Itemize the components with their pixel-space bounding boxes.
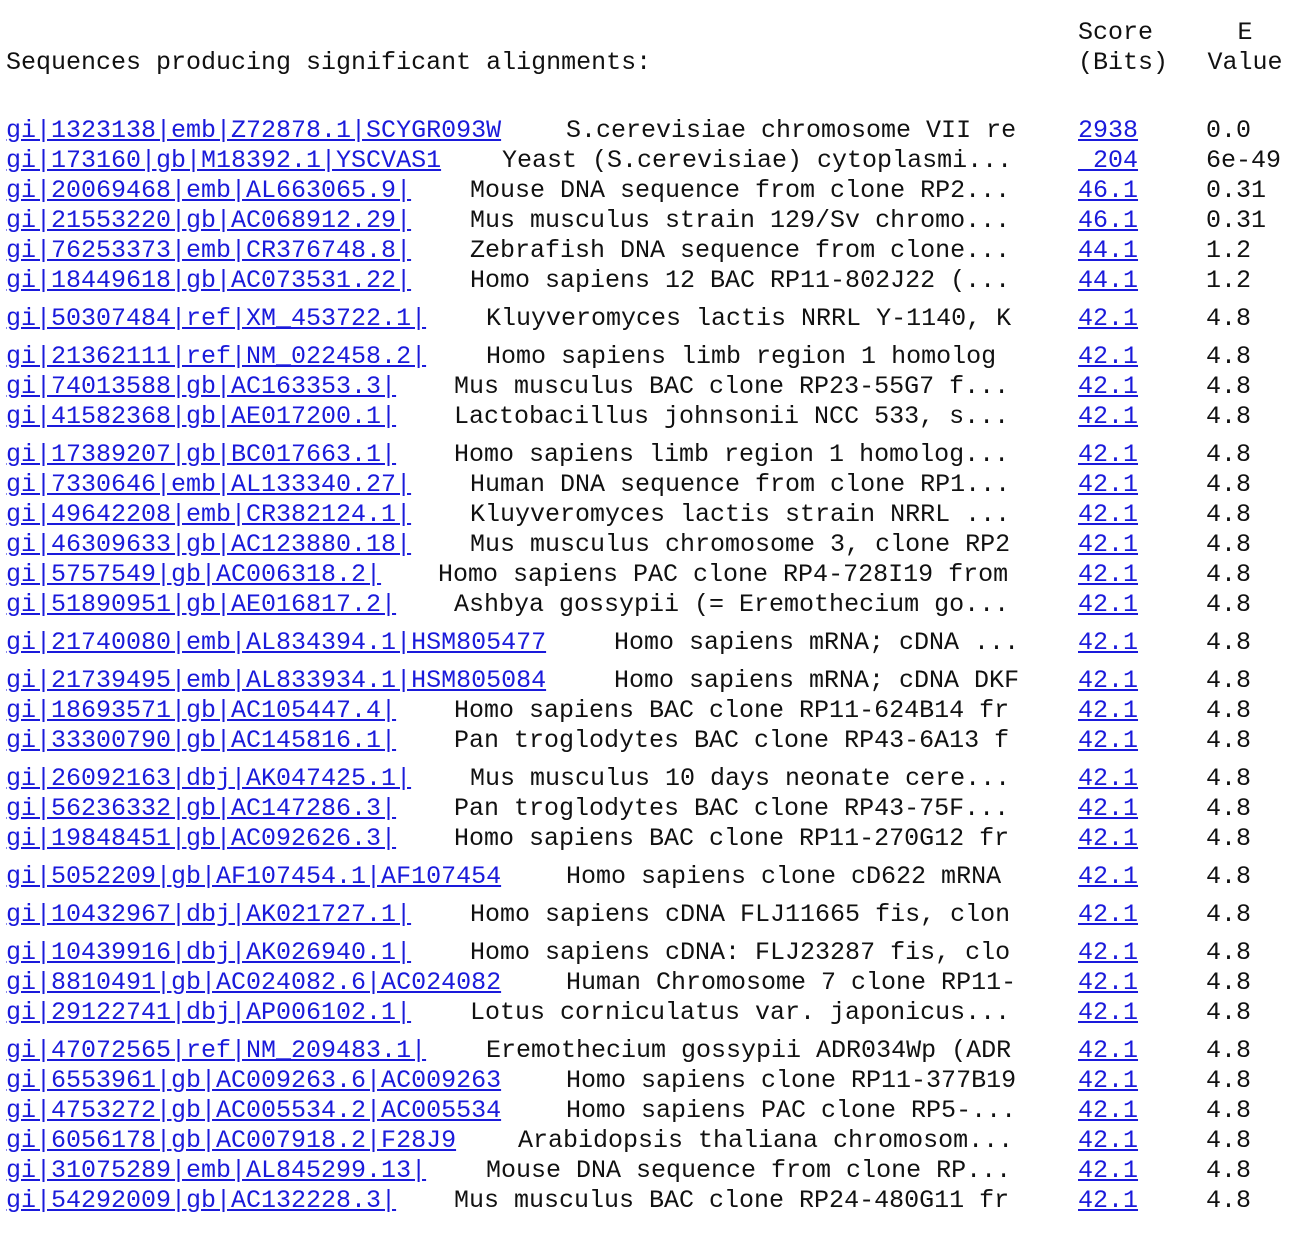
hit-evalue: 4.8	[1206, 824, 1252, 853]
hit-row	[0, 628, 1294, 658]
hit-evalue: 4.8	[1206, 696, 1252, 725]
hit-score-link[interactable]: 42.1	[1078, 530, 1139, 559]
hit-row	[0, 530, 1294, 560]
hit-evalue: 4.8	[1206, 1066, 1252, 1095]
hit-evalue: 4.8	[1206, 1156, 1252, 1185]
hit-description: Arabidopsis thaliana chromosom...	[518, 1126, 1014, 1155]
hit-description: Human DNA sequence from clone RP1...	[470, 470, 1011, 499]
hit-score-link[interactable]: 42.1	[1078, 440, 1139, 469]
hit-row	[0, 206, 1294, 236]
hit-row	[0, 372, 1294, 402]
hit-accession-link[interactable]: gi|51890951|gb|AE016817.2|	[6, 590, 397, 619]
hit-row	[0, 440, 1294, 470]
hit-row	[0, 266, 1294, 296]
hit-row	[0, 1156, 1294, 1186]
hit-description: Zebrafish DNA sequence from clone...	[470, 236, 1011, 265]
evalue-column-header	[1206, 18, 1284, 78]
hit-row	[0, 470, 1294, 500]
results-heading: Sequences producing significant alignments:	[6, 48, 652, 77]
hit-row	[0, 862, 1294, 892]
hit-description: Mus musculus chromosome 3, clone RP2	[470, 530, 1011, 559]
hit-accession-link[interactable]: gi|5052209|gb|AF107454.1|AF107454	[6, 862, 502, 891]
hit-evalue: 4.8	[1206, 628, 1252, 657]
hit-evalue: 4.8	[1206, 794, 1252, 823]
hit-description: Pan troglodytes BAC clone RP43-75F...	[454, 794, 1010, 823]
evalue-header-line2: Value	[1207, 48, 1283, 77]
hit-accession-link[interactable]: gi|10432967|dbj|AK021727.1|	[6, 900, 412, 929]
hit-score-link[interactable]: 42.1	[1078, 794, 1139, 823]
hit-accession-link[interactable]: gi|29122741|dbj|AP006102.1|	[6, 998, 412, 1027]
hit-description: Homo sapiens PAC clone RP5-...	[566, 1096, 1017, 1125]
hit-row	[0, 236, 1294, 266]
hit-evalue: 4.8	[1206, 998, 1252, 1027]
hit-evalue: 1.2	[1206, 236, 1252, 265]
hit-row	[0, 342, 1294, 372]
hit-evalue: 4.8	[1206, 1186, 1252, 1215]
hit-accession-link[interactable]: gi|6553961|gb|AC009263.6|AC009263	[6, 1066, 502, 1095]
hit-description: Homo sapiens cDNA: FLJ23287 fis, clo	[470, 938, 1011, 967]
hit-row	[0, 590, 1294, 620]
hit-score-link[interactable]: 42.1	[1078, 764, 1139, 793]
hit-accession-link[interactable]: gi|47072565|ref|NM_209483.1|	[6, 1036, 427, 1065]
hit-score-link[interactable]: 42.1	[1078, 628, 1139, 657]
hit-score-link[interactable]: 42.1	[1078, 938, 1139, 967]
hit-evalue: 4.8	[1206, 372, 1252, 401]
hit-score-link[interactable]: 42.1	[1078, 1036, 1139, 1065]
hit-evalue: 4.8	[1206, 900, 1252, 929]
hit-accession-link[interactable]: gi|7330646|emb|AL133340.27|	[6, 470, 412, 499]
hit-description: Homo sapiens clone cD622 mRNA	[566, 862, 1002, 891]
hit-score-link[interactable]: 42.1	[1078, 666, 1139, 695]
hit-accession-link[interactable]: gi|8810491|gb|AC024082.6|AC024082	[6, 968, 502, 997]
hit-score-link[interactable]: 42.1	[1078, 560, 1139, 589]
hit-score-link[interactable]: 42.1	[1078, 1156, 1139, 1185]
hit-evalue: 4.8	[1206, 862, 1252, 891]
hit-score-link[interactable]: 42.1	[1078, 1096, 1139, 1125]
hit-accession-link[interactable]: gi|21553220|gb|AC068912.29|	[6, 206, 412, 235]
hit-description: Homo sapiens BAC clone RP11-624B14 fr	[454, 696, 1010, 725]
hit-row	[0, 1126, 1294, 1156]
hit-score-link[interactable]: 2938	[1078, 116, 1139, 145]
hit-row	[0, 968, 1294, 998]
hit-accession-link[interactable]: gi|4753272|gb|AC005534.2|AC005534	[6, 1096, 502, 1125]
hit-evalue: 4.8	[1206, 938, 1252, 967]
hit-accession-link[interactable]: gi|5757549|gb|AC006318.2|	[6, 560, 382, 589]
hit-score-link[interactable]: 42.1	[1078, 900, 1139, 929]
hit-accession-link[interactable]: gi|21362111|ref|NM_022458.2|	[6, 342, 427, 371]
hit-description: Mus musculus strain 129/Sv chromo...	[470, 206, 1011, 235]
hit-accession-link[interactable]: gi|41582368|gb|AE017200.1|	[6, 402, 397, 431]
hit-description: Kluyveromyces lactis NRRL Y-1140, K	[486, 304, 1012, 333]
hit-description: Lotus corniculatus var. japonicus...	[470, 998, 1011, 1027]
hit-row	[0, 824, 1294, 854]
hit-description: Human Chromosome 7 clone RP11-	[566, 968, 1017, 997]
hit-accession-link[interactable]: gi|18693571|gb|AC105447.4|	[6, 696, 397, 725]
hit-accession-link[interactable]: gi|6056178|gb|AC007918.2|F28J9	[6, 1126, 457, 1155]
hit-accession-link[interactable]: gi|173160|gb|M18392.1|YSCVAS1	[6, 146, 442, 175]
hit-row	[0, 402, 1294, 432]
hit-evalue: 4.8	[1206, 1096, 1252, 1125]
hit-description: Eremothecium gossypii ADR034Wp (ADR	[486, 1036, 1012, 1065]
hit-row	[0, 560, 1294, 590]
hit-description: Mus musculus 10 days neonate cere...	[470, 764, 1011, 793]
hit-row	[0, 726, 1294, 756]
hit-description: Lactobacillus johnsonii NCC 533, s...	[454, 402, 1010, 431]
hit-row	[0, 500, 1294, 530]
hit-score-link[interactable]: 42.1	[1078, 304, 1139, 333]
hit-description: Homo sapiens clone RP11-377B19	[566, 1066, 1017, 1095]
hit-description: Mouse DNA sequence from clone RP2...	[470, 176, 1011, 205]
hit-evalue: 4.8	[1206, 304, 1252, 333]
hit-evalue: 4.8	[1206, 402, 1252, 431]
hit-evalue: 4.8	[1206, 764, 1252, 793]
hit-score-link[interactable]: 44.1	[1078, 236, 1139, 265]
hit-score-link[interactable]: 42.1	[1078, 968, 1139, 997]
hit-accession-link[interactable]: gi|21740080|emb|AL834394.1|HSM805477	[6, 628, 547, 657]
hit-row	[0, 1096, 1294, 1126]
hit-description: Mouse DNA sequence from clone RP...	[486, 1156, 1012, 1185]
hit-row	[0, 146, 1294, 176]
hit-score-link[interactable]: 46.1	[1078, 206, 1139, 235]
hit-evalue: 1.2	[1206, 266, 1252, 295]
hit-evalue: 6e-49	[1206, 146, 1282, 175]
hit-accession-link[interactable]: gi|50307484|ref|XM_453722.1|	[6, 304, 427, 333]
hit-row	[0, 1036, 1294, 1066]
hit-evalue: 4.8	[1206, 590, 1252, 619]
hit-score-link[interactable]: 42.1	[1078, 824, 1139, 853]
hit-score-link[interactable]: 42.1	[1078, 1186, 1139, 1215]
hit-accession-link[interactable]: gi|19848451|gb|AC092626.3|	[6, 824, 397, 853]
hit-row	[0, 304, 1294, 334]
hit-description: Homo sapiens BAC clone RP11-270G12 fr	[454, 824, 1010, 853]
hit-accession-link[interactable]: gi|17389207|gb|BC017663.1|	[6, 440, 397, 469]
hit-description: Homo sapiens limb region 1 homolog	[486, 342, 997, 371]
hit-row	[0, 998, 1294, 1028]
hit-score-link[interactable]: 42.1	[1078, 862, 1139, 891]
hit-score-link[interactable]: 46.1	[1078, 176, 1139, 205]
hit-row	[0, 696, 1294, 726]
hit-description: Homo sapiens limb region 1 homolog...	[454, 440, 1010, 469]
hit-row	[0, 666, 1294, 696]
hit-accession-link[interactable]: gi|74013588|gb|AC163353.3|	[6, 372, 397, 401]
hit-score-link[interactable]: 42.1	[1078, 372, 1139, 401]
hit-evalue: 0.31	[1206, 176, 1267, 205]
hit-row	[0, 176, 1294, 206]
hit-score-link[interactable]: 204	[1078, 146, 1139, 175]
hit-evalue: 4.8	[1206, 440, 1252, 469]
hit-row	[0, 900, 1294, 930]
hit-description: Ashbya gossypii (= Eremothecium go...	[454, 590, 1010, 619]
hit-score-link[interactable]: 42.1	[1078, 590, 1139, 619]
hit-score-link[interactable]: 42.1	[1078, 1066, 1139, 1095]
score-column-header	[1078, 18, 1168, 78]
hit-accession-link[interactable]: gi|76253373|emb|CR376748.8|	[6, 236, 412, 265]
hit-accession-link[interactable]: gi|31075289|emb|AL845299.13|	[6, 1156, 427, 1185]
hit-evalue: 4.8	[1206, 560, 1252, 589]
hit-description: Homo sapiens 12 BAC RP11-802J22 (...	[470, 266, 1011, 295]
hit-score-link[interactable]: 42.1	[1078, 500, 1139, 529]
hit-score-link[interactable]: 42.1	[1078, 402, 1139, 431]
score-header-line1: Score	[1078, 18, 1154, 47]
hit-description: Homo sapiens mRNA; cDNA DKF	[614, 666, 1020, 695]
score-header-line2: (Bits)	[1078, 48, 1169, 77]
hit-accession-link[interactable]: gi|26092163|dbj|AK047425.1|	[6, 764, 412, 793]
hit-evalue: 0.0	[1206, 116, 1252, 145]
hit-accession-link[interactable]: gi|10439916|dbj|AK026940.1|	[6, 938, 412, 967]
hit-score-link[interactable]: 42.1	[1078, 1126, 1139, 1155]
hit-evalue: 4.8	[1206, 968, 1252, 997]
hit-evalue: 4.8	[1206, 500, 1252, 529]
hit-description: Homo sapiens mRNA; cDNA ...	[614, 628, 1020, 657]
hit-evalue: 4.8	[1206, 342, 1252, 371]
hit-evalue: 4.8	[1206, 666, 1252, 695]
hit-evalue: 4.8	[1206, 530, 1252, 559]
hit-score-link[interactable]: 42.1	[1078, 470, 1139, 499]
hit-description: Homo sapiens cDNA FLJ11665 fis, clon	[470, 900, 1011, 929]
hit-score-link[interactable]: 42.1	[1078, 696, 1139, 725]
hit-evalue: 4.8	[1206, 726, 1252, 755]
hit-row	[0, 1186, 1294, 1216]
hit-description: Kluyveromyces lactis strain NRRL ...	[470, 500, 1011, 529]
hit-description: S.cerevisiae chromosome VII re	[566, 116, 1017, 145]
hit-row	[0, 794, 1294, 824]
hit-row	[0, 938, 1294, 968]
hit-score-link[interactable]: 42.1	[1078, 998, 1139, 1027]
hit-row	[0, 764, 1294, 794]
hit-row	[0, 116, 1294, 146]
hit-description: Mus musculus BAC clone RP23-55G7 f...	[454, 372, 1010, 401]
hit-score-link[interactable]: 42.1	[1078, 726, 1139, 755]
hit-description: Homo sapiens PAC clone RP4-728I19 from	[438, 560, 1009, 589]
hit-row	[0, 1066, 1294, 1096]
hit-accession-link[interactable]: gi|46309633|gb|AC123880.18|	[6, 530, 412, 559]
hit-accession-link[interactable]: gi|20069468|emb|AL663065.9|	[6, 176, 412, 205]
hit-score-link[interactable]: 44.1	[1078, 266, 1139, 295]
hit-description: Mus musculus BAC clone RP24-480G11 fr	[454, 1186, 1010, 1215]
hit-accession-link[interactable]: gi|56236332|gb|AC147286.3|	[6, 794, 397, 823]
hit-evalue: 4.8	[1206, 470, 1252, 499]
hit-evalue: 4.8	[1206, 1126, 1252, 1155]
hit-accession-link[interactable]: gi|49642208|emb|CR382124.1|	[6, 500, 412, 529]
hit-description: Pan troglodytes BAC clone RP43-6A13 f	[454, 726, 1010, 755]
hit-accession-link[interactable]: gi|18449618|gb|AC073531.22|	[6, 266, 412, 295]
hit-accession-link[interactable]: gi|33300790|gb|AC145816.1|	[6, 726, 397, 755]
evalue-header-line1: E	[1237, 18, 1253, 47]
hit-score-link[interactable]: 42.1	[1078, 342, 1139, 371]
hit-accession-link[interactable]: gi|1323138|emb|Z72878.1|SCYGR093W	[6, 116, 502, 145]
hit-accession-link[interactable]: gi|21739495|emb|AL833934.1|HSM805084	[6, 666, 547, 695]
hit-evalue: 0.31	[1206, 206, 1267, 235]
hit-description: Yeast (S.cerevisiae) cytoplasmi...	[502, 146, 1013, 175]
hit-evalue: 4.8	[1206, 1036, 1252, 1065]
hit-accession-link[interactable]: gi|54292009|gb|AC132228.3|	[6, 1186, 397, 1215]
